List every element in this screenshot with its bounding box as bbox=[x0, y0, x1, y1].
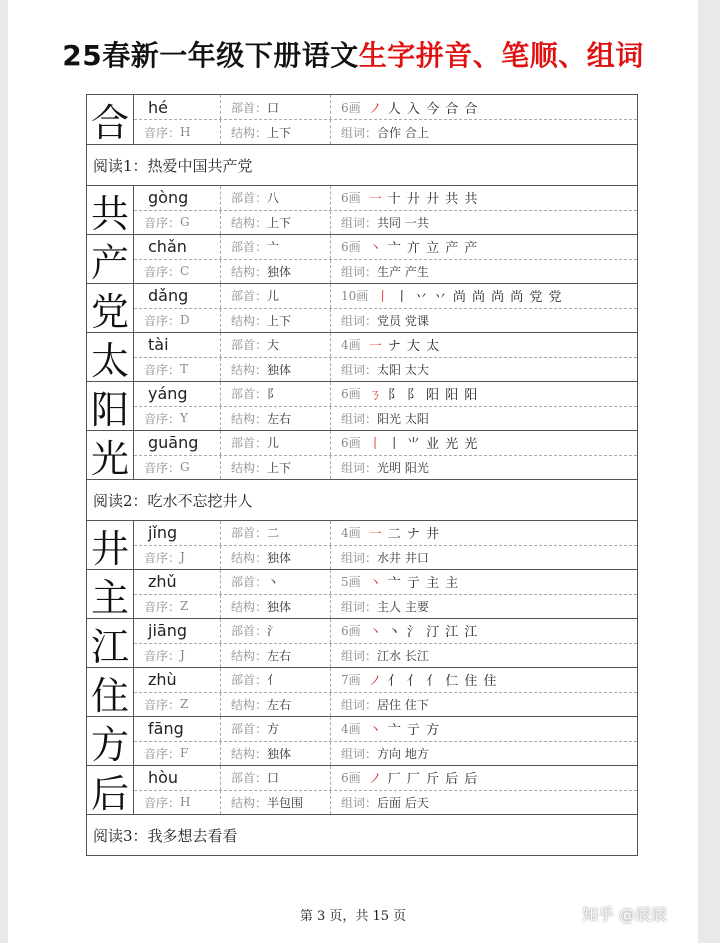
pinyin: jǐng bbox=[148, 523, 178, 543]
index-value: G bbox=[180, 215, 190, 230]
reading-section-row: 阅读2：吃水不忘挖井人 bbox=[87, 479, 637, 520]
stroke-order: ㄋ 阝 阝 阳 阳 阳 bbox=[368, 388, 479, 404]
stroke-count: 6画 bbox=[341, 387, 361, 402]
detail-line-bottom bbox=[134, 308, 637, 333]
pinyin: guāng bbox=[148, 433, 199, 453]
stroke-order: 丶 亠 亍 主 主 bbox=[368, 576, 460, 592]
structure-value: 左右 bbox=[267, 697, 292, 712]
title-main: 25春新一年级下册语文 bbox=[62, 39, 359, 72]
pinyin: yáng bbox=[148, 384, 188, 404]
words-label: 组词： bbox=[341, 264, 378, 279]
stroke-count: 6画 bbox=[341, 191, 361, 206]
page-title bbox=[8, 34, 698, 74]
words-value: 党员 党课 bbox=[377, 313, 429, 328]
index-label: 音序： bbox=[144, 550, 181, 565]
index-label: 音序： bbox=[144, 746, 181, 761]
pinyin: hòu bbox=[148, 768, 179, 788]
character-row bbox=[87, 569, 637, 618]
index-value: Z bbox=[180, 599, 189, 614]
character-glyph: 阳 bbox=[87, 382, 134, 430]
index-label: 音序： bbox=[144, 648, 181, 663]
index-value: Y bbox=[180, 411, 188, 426]
document-page bbox=[8, 0, 698, 943]
character-details bbox=[134, 95, 637, 144]
character-table bbox=[86, 94, 638, 856]
pinyin: dǎng bbox=[148, 286, 189, 306]
stroke-order: 一 ナ 大 太 bbox=[368, 339, 441, 355]
index-value: Z bbox=[180, 697, 189, 712]
detail-line-bottom bbox=[134, 692, 637, 717]
index-value: D bbox=[180, 313, 190, 328]
structure-value: 左右 bbox=[267, 648, 292, 663]
index-value: T bbox=[180, 362, 189, 377]
structure-label: 结构： bbox=[231, 264, 268, 279]
words-value: 方向 地方 bbox=[377, 746, 429, 761]
detail-line-top bbox=[134, 521, 637, 545]
radical-label: 部首： bbox=[231, 240, 268, 255]
character-details bbox=[134, 717, 637, 765]
index-label: 音序： bbox=[144, 362, 181, 377]
stroke-order: 一 十 廾 廾 共 共 bbox=[368, 192, 479, 208]
reading-section-row: 阅读3：我多想去看看 bbox=[87, 814, 637, 855]
character-glyph: 主 bbox=[87, 570, 134, 618]
words-value: 江水 长江 bbox=[377, 648, 429, 663]
words-label: 组词： bbox=[341, 697, 378, 712]
detail-line-top bbox=[134, 95, 637, 119]
detail-line-bottom bbox=[134, 357, 637, 382]
watermark: 知乎 @辰辰 bbox=[582, 905, 668, 924]
radical-label: 部首： bbox=[231, 100, 268, 115]
stroke-order: ノ 人 入 今 合 合 bbox=[368, 101, 479, 117]
radical-label: 部首： bbox=[231, 575, 268, 590]
structure-label: 结构： bbox=[231, 362, 268, 377]
words-label: 组词： bbox=[341, 795, 378, 810]
structure-label: 结构： bbox=[231, 215, 268, 230]
index-value: F bbox=[180, 746, 189, 761]
pinyin: tài bbox=[148, 335, 169, 355]
radical-value: 儿 bbox=[267, 436, 280, 451]
index-label: 音序： bbox=[144, 264, 181, 279]
radical-value: 大 bbox=[267, 338, 280, 353]
detail-line-bottom bbox=[134, 455, 637, 480]
stroke-count: 10画 bbox=[341, 289, 369, 304]
words-value: 生产 产生 bbox=[377, 264, 429, 279]
radical-value: 口 bbox=[267, 100, 280, 115]
words-value: 主人 主要 bbox=[377, 599, 429, 614]
character-glyph: 住 bbox=[87, 668, 134, 716]
structure-value: 独体 bbox=[267, 264, 292, 279]
character-glyph: 方 bbox=[87, 717, 134, 765]
index-value: G bbox=[180, 460, 190, 475]
character-details bbox=[134, 333, 637, 381]
index-value: J bbox=[180, 550, 185, 565]
detail-line-bottom bbox=[134, 210, 637, 235]
radical-label: 部首： bbox=[231, 436, 268, 451]
words-value: 水井 井口 bbox=[377, 550, 429, 565]
structure-value: 左右 bbox=[267, 411, 292, 426]
detail-line-top bbox=[134, 235, 637, 259]
character-details bbox=[134, 668, 637, 716]
character-glyph: 江 bbox=[87, 619, 134, 667]
radical-label: 部首： bbox=[231, 673, 268, 688]
words-value: 合作 合上 bbox=[377, 125, 429, 140]
index-value: H bbox=[180, 795, 191, 810]
words-label: 组词： bbox=[341, 215, 378, 230]
stroke-count: 6画 bbox=[341, 436, 361, 451]
structure-value: 上下 bbox=[267, 460, 292, 475]
character-details bbox=[134, 382, 637, 430]
index-label: 音序： bbox=[144, 795, 181, 810]
character-row bbox=[87, 520, 637, 569]
character-glyph: 太 bbox=[87, 333, 134, 381]
words-label: 组词： bbox=[341, 550, 378, 565]
index-value: H bbox=[180, 125, 191, 139]
index-label: 音序： bbox=[144, 215, 181, 230]
words-label: 组词： bbox=[341, 460, 378, 475]
stroke-order: 丨 丨 ⺌ 业 光 光 bbox=[368, 437, 479, 453]
pinyin: gòng bbox=[148, 188, 189, 208]
page-footer: 第 3 页，共 15 页 bbox=[299, 909, 407, 924]
radical-label: 部首： bbox=[231, 191, 268, 206]
character-row bbox=[87, 283, 637, 332]
pinyin: jiāng bbox=[148, 621, 187, 641]
stroke-count: 7画 bbox=[341, 673, 361, 688]
radical-label: 部首： bbox=[231, 624, 268, 639]
stroke-count: 4画 bbox=[341, 338, 361, 353]
pinyin: chǎn bbox=[148, 237, 187, 257]
structure-value: 独体 bbox=[267, 746, 292, 761]
character-glyph: 光 bbox=[87, 431, 134, 479]
character-details bbox=[134, 766, 637, 814]
detail-line-top bbox=[134, 619, 637, 643]
detail-line-top bbox=[134, 668, 637, 692]
words-value: 光明 阳光 bbox=[377, 460, 429, 475]
radical-label: 部首： bbox=[231, 771, 268, 786]
character-details bbox=[134, 521, 637, 569]
detail-line-top bbox=[134, 431, 637, 455]
structure-label: 结构： bbox=[231, 648, 268, 663]
words-value: 太阳 太大 bbox=[377, 362, 429, 377]
detail-line-bottom bbox=[134, 119, 637, 144]
radical-label: 部首： bbox=[231, 526, 268, 541]
character-details bbox=[134, 431, 637, 479]
index-label: 音序： bbox=[144, 313, 181, 328]
stroke-order: 一 二 ナ 井 bbox=[368, 527, 441, 543]
words-label: 组词： bbox=[341, 313, 378, 328]
stroke-order: 丶 丶 氵 汀 江 江 bbox=[368, 625, 479, 641]
stroke-order: ノ 厂 厂 斤 后 后 bbox=[368, 772, 479, 788]
structure-label: 结构： bbox=[231, 550, 268, 565]
structure-label: 结构： bbox=[231, 125, 268, 140]
detail-line-bottom bbox=[134, 406, 637, 431]
index-label: 音序： bbox=[144, 599, 181, 614]
character-row bbox=[87, 430, 637, 479]
index-value: J bbox=[180, 648, 185, 663]
structure-label: 结构： bbox=[231, 697, 268, 712]
radical-value: 八 bbox=[267, 191, 280, 206]
radical-value: 氵 bbox=[267, 624, 280, 639]
words-value: 后面 后天 bbox=[377, 795, 429, 810]
stroke-order: 丶 亠 亣 立 产 产 bbox=[368, 241, 479, 257]
radical-label: 部首： bbox=[231, 387, 268, 402]
radical-value: 亻 bbox=[267, 673, 280, 688]
structure-label: 结构： bbox=[231, 795, 268, 810]
character-row bbox=[87, 618, 637, 667]
detail-line-bottom bbox=[134, 790, 637, 815]
pinyin: hé bbox=[148, 97, 168, 117]
character-row bbox=[87, 95, 637, 144]
radical-value: 二 bbox=[267, 526, 280, 541]
pinyin: zhǔ bbox=[148, 572, 177, 592]
stroke-count: 4画 bbox=[341, 526, 361, 541]
structure-value: 独体 bbox=[267, 550, 292, 565]
structure-value: 上下 bbox=[267, 215, 292, 230]
radical-label: 部首： bbox=[231, 289, 268, 304]
character-glyph: 党 bbox=[87, 284, 134, 332]
structure-label: 结构： bbox=[231, 313, 268, 328]
structure-label: 结构： bbox=[231, 460, 268, 475]
stroke-order: 丶 亠 亍 方 bbox=[368, 723, 441, 739]
character-row bbox=[87, 332, 637, 381]
character-details bbox=[134, 570, 637, 618]
reading-section-row: 阅读1：热爱中国共产党 bbox=[87, 144, 637, 185]
detail-line-top bbox=[134, 570, 637, 594]
radical-value: 亠 bbox=[267, 240, 280, 255]
character-glyph: 共 bbox=[87, 186, 134, 234]
stroke-order: ノ 亻 亻 亻 仁 住 住 bbox=[368, 674, 498, 690]
detail-line-top bbox=[134, 284, 637, 308]
character-row bbox=[87, 234, 637, 283]
structure-value: 独体 bbox=[267, 599, 292, 614]
detail-line-bottom bbox=[134, 643, 637, 668]
detail-line-top bbox=[134, 717, 637, 741]
structure-value: 上下 bbox=[267, 125, 292, 140]
character-row bbox=[87, 716, 637, 765]
stroke-count: 6画 bbox=[341, 624, 361, 639]
radical-label: 部首： bbox=[231, 722, 268, 737]
words-value: 阳光 太阳 bbox=[377, 411, 429, 426]
words-label: 组词： bbox=[341, 746, 378, 761]
pinyin: zhù bbox=[148, 670, 177, 690]
radical-value: 口 bbox=[267, 771, 280, 786]
character-details bbox=[134, 186, 637, 234]
index-label: 音序： bbox=[144, 411, 181, 426]
detail-line-top bbox=[134, 186, 637, 210]
words-label: 组词： bbox=[341, 648, 378, 663]
index-label: 音序： bbox=[144, 697, 181, 712]
words-label: 组词： bbox=[341, 125, 378, 140]
words-value: 共同 一共 bbox=[377, 215, 429, 230]
words-value: 居住 住下 bbox=[377, 697, 429, 712]
structure-label: 结构： bbox=[231, 746, 268, 761]
character-glyph: 后 bbox=[87, 766, 134, 814]
character-details bbox=[134, 235, 637, 283]
index-label: 音序： bbox=[144, 125, 181, 140]
radical-value: 丶 bbox=[267, 575, 280, 590]
structure-value: 独体 bbox=[267, 362, 292, 377]
stroke-count: 5画 bbox=[341, 575, 361, 590]
words-label: 组词： bbox=[341, 411, 378, 426]
character-details bbox=[134, 284, 637, 332]
detail-line-top bbox=[134, 382, 637, 406]
stroke-count: 4画 bbox=[341, 722, 361, 737]
radical-label: 部首： bbox=[231, 338, 268, 353]
index-label: 音序： bbox=[144, 460, 181, 475]
index-value: C bbox=[180, 264, 190, 279]
stroke-order: 丨 丨 丷 丷 尚 尚 尚 尚 党 党 bbox=[376, 290, 563, 306]
stroke-count: 6画 bbox=[341, 240, 361, 255]
structure-value: 半包围 bbox=[267, 795, 304, 810]
title-highlight: 生字拼音、笔顺、组词 bbox=[358, 39, 644, 72]
character-details bbox=[134, 619, 637, 667]
radical-value: 儿 bbox=[267, 289, 280, 304]
structure-label: 结构： bbox=[231, 599, 268, 614]
radical-value: 方 bbox=[267, 722, 280, 737]
character-row bbox=[87, 667, 637, 716]
radical-value: 阝 bbox=[267, 387, 280, 402]
character-row bbox=[87, 765, 637, 814]
structure-label: 结构： bbox=[231, 411, 268, 426]
character-glyph: 井 bbox=[87, 521, 134, 569]
character-glyph: 合 bbox=[87, 95, 134, 144]
stroke-count: 6画 bbox=[341, 100, 361, 115]
character-row bbox=[87, 185, 637, 234]
detail-line-bottom bbox=[134, 259, 637, 284]
character-glyph: 产 bbox=[87, 235, 134, 283]
character-row bbox=[87, 381, 637, 430]
pinyin: fāng bbox=[148, 719, 184, 739]
detail-line-bottom bbox=[134, 545, 637, 570]
structure-value: 上下 bbox=[267, 313, 292, 328]
detail-line-bottom bbox=[134, 741, 637, 766]
words-label: 组词： bbox=[341, 599, 378, 614]
stroke-count: 6画 bbox=[341, 771, 361, 786]
detail-line-top bbox=[134, 766, 637, 790]
words-label: 组词： bbox=[341, 362, 378, 377]
detail-line-bottom bbox=[134, 594, 637, 619]
detail-line-top bbox=[134, 333, 637, 357]
